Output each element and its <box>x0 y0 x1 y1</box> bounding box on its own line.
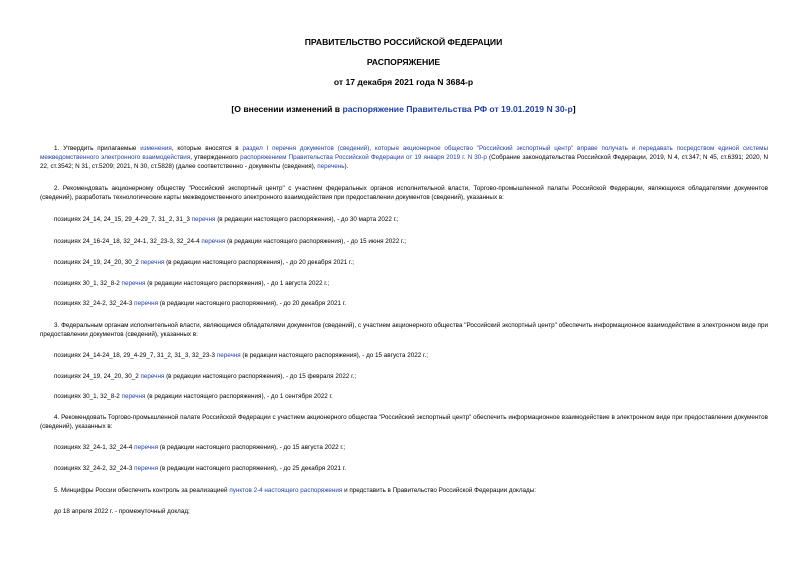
title-prefix: [О внесении изменений в <box>231 104 343 114</box>
paragraph-2: 2. Рекомендовать акционерному обществу "Российский экспортный центр" с участием федеральных органов исполнительной власти, Торгово-промышленной палаты Российской Федерации, являющихся обладателями документов (сведений), разработать технологические карты межведомственного электронного взаимодействия при предоставлении документов (сведений), указанных в: <box>40 185 768 201</box>
document-date: от 17 декабря 2021 года N 3684-р <box>333 77 474 87</box>
p1-text-3: , утвержденного <box>190 153 241 161</box>
item-text: (в редакции настоящего распоряжения), - до 20 декабря 2021 г. <box>158 300 346 307</box>
item-text: (в редакции настоящего распоряжения), - до 15 июня 2022 г.; <box>225 238 407 245</box>
list-item <box>54 444 345 453</box>
p1-link-section[interactable]: раздел I перечня документов (сведений), которые акционерное общество "Российский экспортный центр" вправе получать и передавать посредством единой системы межведомственного электронного взаимодействия <box>40 145 768 161</box>
item-text: позициях 30_1, 32_8-2 <box>54 393 122 400</box>
item-link[interactable]: перечня <box>216 352 241 359</box>
list-item <box>54 373 356 382</box>
document-title <box>0 104 807 114</box>
p5-link-points[interactable]: пунктов 2-4 настоящего распоряжения <box>229 487 343 494</box>
item-text: (в редакции настоящего распоряжения), - до 25 декабря 2021 г. <box>158 465 346 472</box>
list-item <box>54 393 333 402</box>
paragraph-1 <box>40 145 768 172</box>
item-text: позициях 32_24-2, 32_24-3 <box>54 465 135 472</box>
list-item <box>54 259 354 268</box>
item-text: позициях 30_1, 32_8-2 <box>54 280 122 287</box>
item-text: позициях 24_14-24_18, 29_4-29_7, 31_2, 31_3, 32_23-3 <box>54 352 217 359</box>
document-type: РАСПОРЯЖЕНИЕ <box>366 57 441 67</box>
item-link[interactable]: перечня <box>140 259 165 266</box>
p1-text-2: , которые вносятся в <box>171 145 243 152</box>
item-text: позициях 24_19, 24_20, 30_2 <box>54 259 141 266</box>
item-text: (в редакции настоящего распоряжения), - до 15 августа 2022 г.; <box>158 444 346 451</box>
p1-text-1: 1. Утвердить прилагаемые <box>54 145 141 152</box>
item-link[interactable]: перечня <box>121 393 146 400</box>
p5-text-1: 5. Минцифры России обеспечить контроль за реализацией <box>54 487 230 494</box>
title-suffix: ] <box>572 104 576 114</box>
item-text: (в редакции настоящего распоряжения), - до 15 февраля 2022 г.; <box>164 373 357 380</box>
item-text: позициях 32_24-2, 32_24-3 <box>54 300 135 307</box>
p1-link-list[interactable]: перечень <box>317 162 345 170</box>
item-text: (в редакции настоящего распоряжения), - до 1 сентября 2022 г. <box>145 393 333 400</box>
item-text: (в редакции настоящего распоряжения), - до 1 августа 2022 г.; <box>145 280 330 287</box>
list-item <box>54 280 329 289</box>
paragraph-6: до 18 апреля 2022 г. - промежуточный доклад; <box>54 508 190 515</box>
p5-text-2: и представить в Правительство Российской Федерации доклады: <box>342 487 537 494</box>
list-item <box>54 300 346 309</box>
item-text: позициях 32_24-1, 32_24-4 <box>54 444 135 451</box>
p1-link-changes[interactable]: изменения <box>140 145 172 152</box>
list-item <box>54 465 346 474</box>
item-text: позициях 24_16-24_18, 32_24-1, 32_23-3, 32_24-4 <box>54 238 202 245</box>
p1-text-5: ). <box>344 162 349 170</box>
list-item <box>54 352 428 361</box>
title-link[interactable]: распоряжение Правительства РФ от 19.01.2019 N 30-р <box>342 104 573 114</box>
p1-text-4: (Собрание законодательства Российской Федерации, 2019, N 4, ст.347; N 45, ст.6391; 2020, N 22, ст.3542; N 31, ст.5209; 2021, N 30, ст.5828) (далее соответственно - документы (сведения), <box>40 153 768 170</box>
paragraph-5 <box>54 487 536 496</box>
item-text: (в редакции настоящего распоряжения), - до 30 марта 2022 г.; <box>215 216 399 223</box>
government-heading: ПРАВИТЕЛЬСТВО РОССИЙСКОЙ ФЕДЕРАЦИИ <box>304 37 503 47</box>
item-link[interactable]: перечня <box>134 465 159 472</box>
item-link[interactable]: перечня <box>121 280 146 287</box>
list-item <box>54 216 399 225</box>
item-text: позициях 24_14, 24_15, 29_4-29_7, 31_2, 31_3 <box>54 216 192 223</box>
item-text: позициях 24_19, 24_20, 30_2 <box>54 373 141 380</box>
paragraph-3: 3. Федеральным органам исполнительной власти, являющимся обладателями документов (сведений), с участием акционерного общества "Российский экспортный центр" обеспечить информационное взаимодействие в электронном виде при предоставлении документов (сведений), указанных в: <box>40 322 768 338</box>
item-text: (в редакции настоящего распоряжения), - до 20 декабря 2021 г.; <box>164 259 355 266</box>
list-item <box>54 238 406 247</box>
item-link[interactable]: перечня <box>191 216 216 223</box>
item-link[interactable]: перечня <box>140 373 165 380</box>
p1-link-order[interactable]: распоряжением Правительства Российской Федерации от 19 января 2019 г. N 30-р <box>240 153 487 161</box>
item-link[interactable]: перечня <box>201 238 226 245</box>
paragraph-4: 4. Рекомендовать Торгово-промышленной палате Российской Федерации с участием акционерного общества "Российский экспортный центр" обеспечить информационное взаимодействие в электронном виде при предоставлении документов (сведений), указанных в: <box>40 414 768 430</box>
item-link[interactable]: перечня <box>134 444 159 451</box>
item-text: (в редакции настоящего распоряжения), - до 15 августа 2022 г.; <box>240 352 429 359</box>
item-link[interactable]: перечня <box>134 300 159 307</box>
